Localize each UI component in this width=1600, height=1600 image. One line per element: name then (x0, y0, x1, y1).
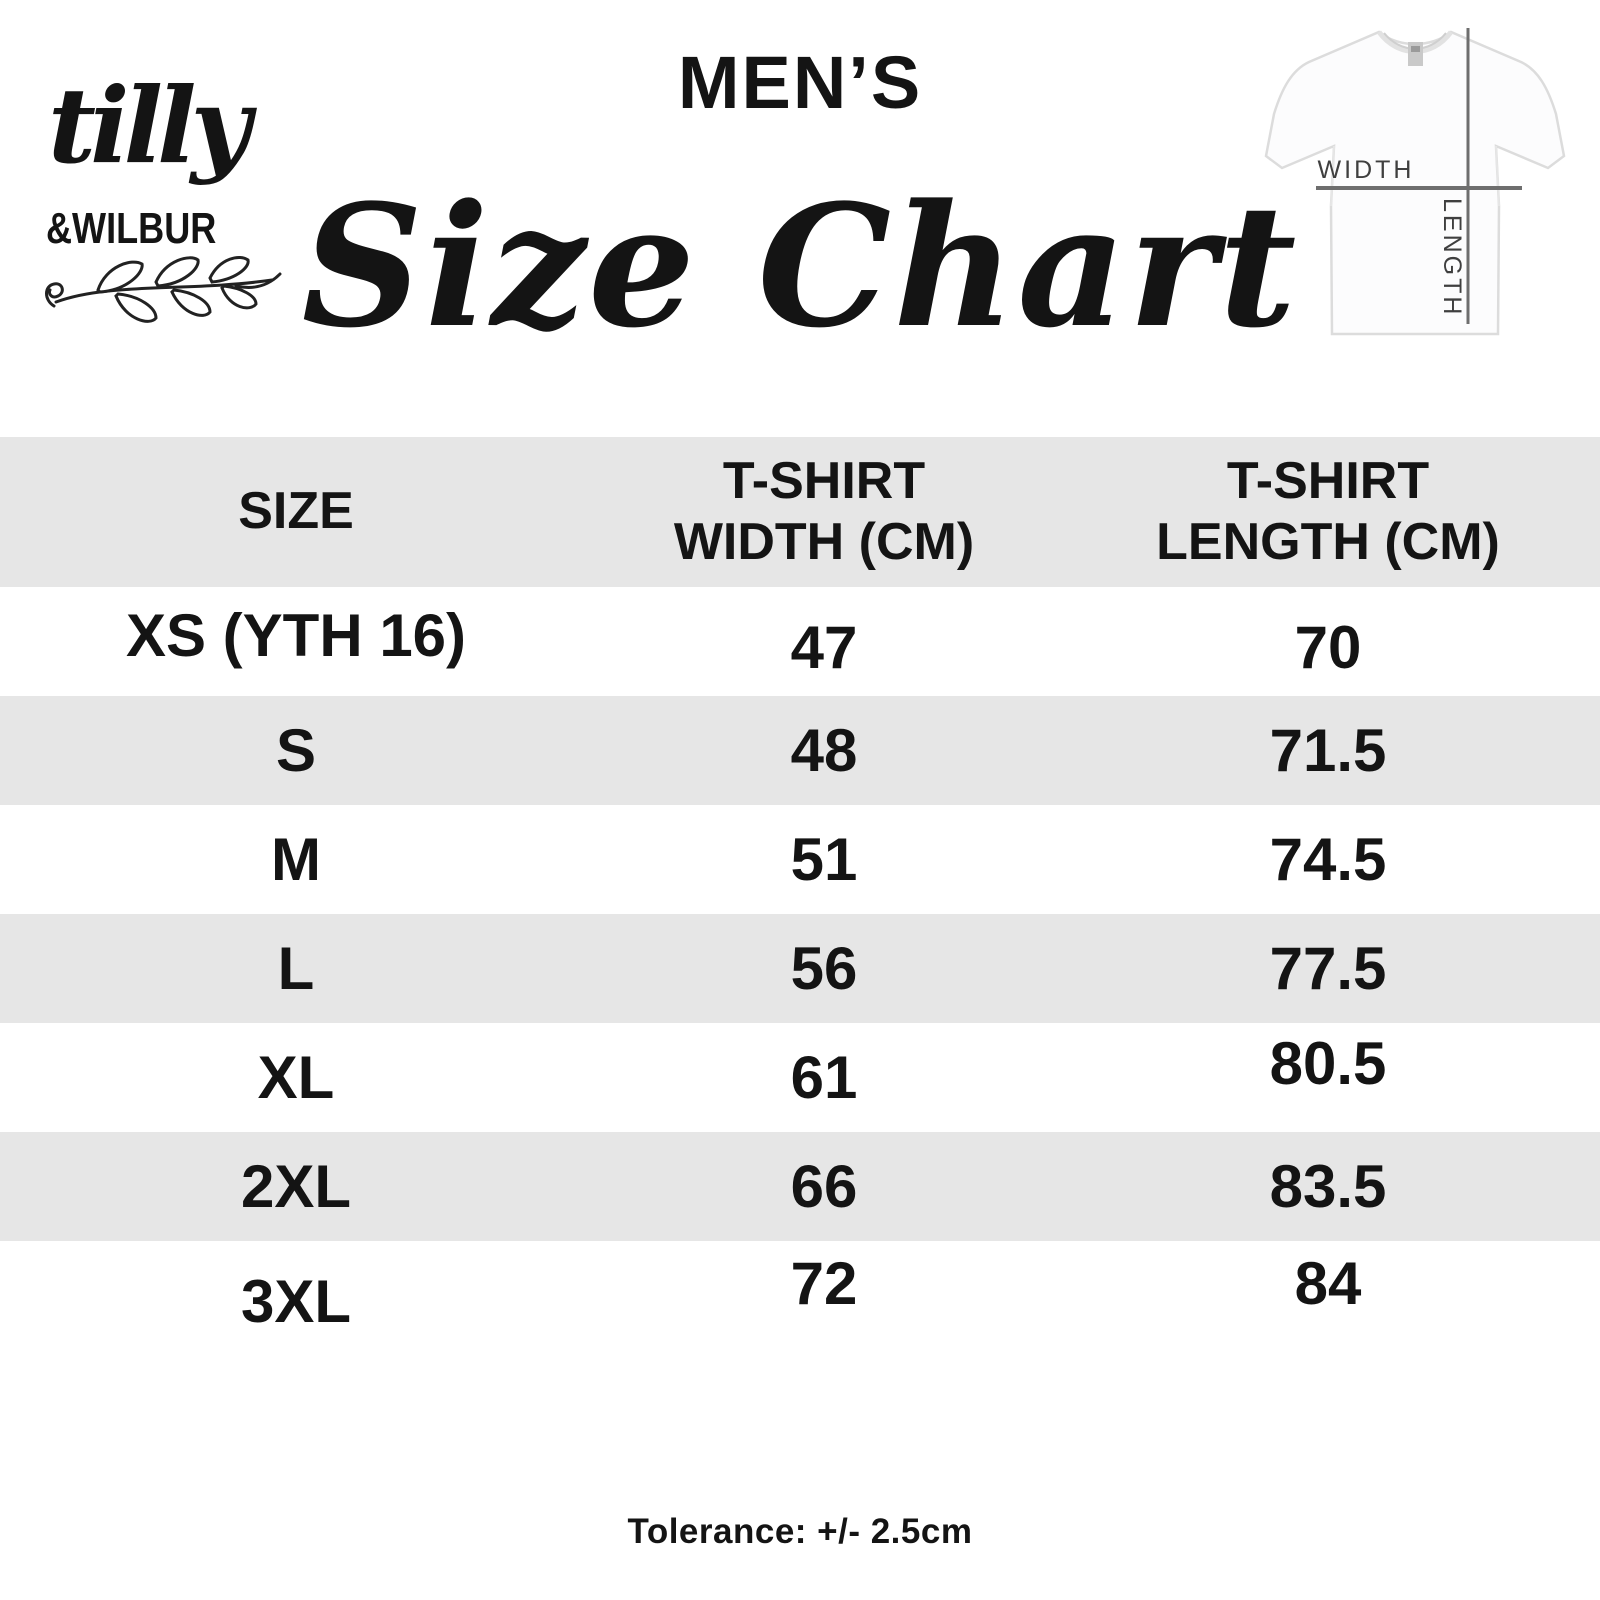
width-cell: 72 (790, 1250, 858, 1317)
column-header-size: SIZE (238, 482, 354, 541)
page-title: Size Chart (301, 167, 1299, 365)
size-cell: S (275, 717, 317, 784)
size-cell: 3XL (240, 1268, 352, 1335)
size-cell: XS (YTH 16) (125, 602, 467, 669)
column-header-width: T-SHIRT WIDTH (CM) (673, 451, 975, 571)
table-row (0, 805, 1600, 914)
table-row (0, 696, 1600, 805)
length-cell: 84 (1294, 1250, 1362, 1317)
length-cell: 70 (1294, 614, 1362, 681)
length-cell: 77.5 (1269, 935, 1387, 1002)
category-title: MEN’S (677, 41, 923, 124)
width-cell: 48 (790, 717, 858, 784)
neck-label-print (1411, 46, 1420, 52)
width-cell: 66 (790, 1153, 858, 1220)
length-cell: 74.5 (1269, 826, 1387, 893)
size-cell: M (271, 826, 321, 893)
table-row (0, 587, 1600, 696)
neck-label (1408, 42, 1423, 66)
column-header-length: T-SHIRT LENGTH (CM) (1156, 451, 1500, 571)
size-table (0, 437, 1600, 1350)
tshirt-shape (1266, 32, 1564, 334)
brand-name-caps: &WILBUR (46, 204, 217, 253)
size-cell: L (277, 935, 315, 1002)
table-row (0, 914, 1600, 1023)
tshirt-diagram (1238, 16, 1600, 356)
width-cell: 47 (790, 614, 858, 681)
table-body (0, 587, 1600, 1350)
table-header-row (0, 437, 1600, 587)
width-cell: 56 (790, 935, 858, 1002)
width-cell: 61 (790, 1044, 858, 1111)
size-cell: 2XL (240, 1153, 352, 1220)
length-cell: 80.5 (1269, 1030, 1387, 1097)
length-cell: 83.5 (1269, 1153, 1387, 1220)
tolerance-note: Tolerance: +/- 2.5cm (627, 1512, 973, 1551)
table-row (0, 1023, 1600, 1132)
length-cell: 71.5 (1269, 717, 1387, 784)
width-cell: 51 (790, 826, 858, 893)
width-label: WIDTH (1317, 156, 1415, 184)
brand-name-script: tilly (48, 64, 245, 187)
table-row (0, 1132, 1600, 1241)
size-cell: XL (257, 1044, 335, 1111)
table-row (0, 1241, 1600, 1350)
length-label: LENGTH (1438, 198, 1466, 318)
